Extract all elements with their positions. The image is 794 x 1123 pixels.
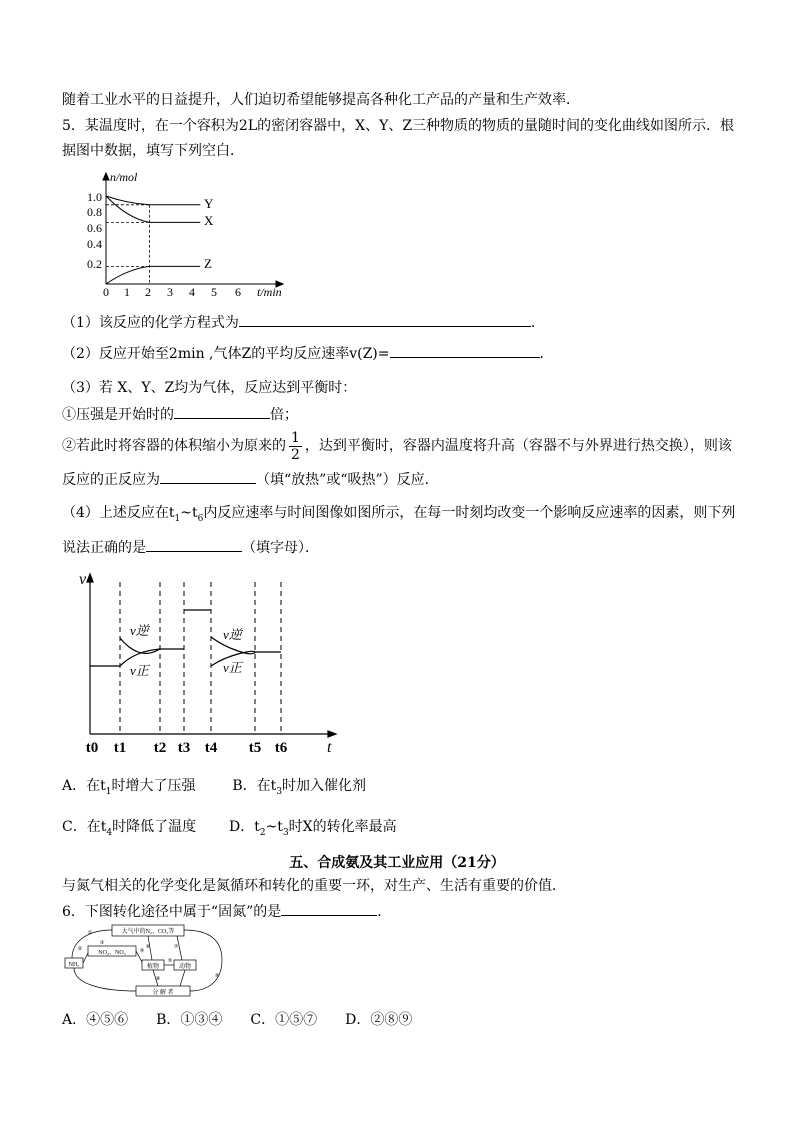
series-label-x: X (204, 213, 214, 228)
q5-part4-end: （填字母）． (242, 540, 319, 556)
q5-part3a (62, 404, 298, 425)
fraction-denominator: 2 (291, 446, 300, 463)
q5-stem-line2: 据图中数据，填写下列空白． (62, 143, 244, 159)
series-label-y: Y (204, 196, 214, 211)
intro-text: 随着工业水平的日益提升，人们迫切希望能够提高各种化工产品的产量和生产效率． (62, 92, 580, 108)
q5-part3: （3）若 X、Y、Z均为气体，反应达到平衡时： (62, 380, 357, 396)
q5-part4 (62, 503, 735, 529)
option-c: C．在t (62, 819, 107, 835)
subscript: 1 (105, 786, 112, 797)
svg-text:⑦: ⑦ (173, 945, 179, 950)
svg-text:③: ③ (99, 941, 105, 946)
chart1-xtick: 4 (189, 285, 195, 299)
option-d: D．t (228, 819, 260, 835)
chart2-xlabel: t (327, 739, 332, 756)
series-curve-z (106, 266, 149, 284)
chart1-xtick: 1 (124, 285, 130, 299)
cycle-animal-label: 动物 (178, 964, 192, 970)
q5-part4-line2 (62, 537, 319, 558)
fraction-numerator: 1 (291, 429, 300, 446)
chart1-xtick: 2 (145, 285, 151, 299)
q5-part3a-text: ①压强是开始时的 (62, 407, 174, 423)
q5-part1 (62, 312, 545, 333)
chart2-tick: t2 (153, 740, 167, 756)
q5-part4-text: 内反应速率与时间图像如图所示，在每一时刻均改变一个影响反应速率的因素，则下列 (203, 505, 736, 521)
q5-part1-end: ． (530, 315, 545, 331)
chart1-xtick: 0 (103, 285, 109, 299)
answer-blank-heat[interactable] (160, 469, 256, 484)
option-d: 时X的转化率最高 (288, 819, 397, 835)
chart2-tick: t5 (248, 740, 262, 756)
series-curve-y (106, 196, 149, 205)
q5-part4-text: （4）上述反应在t (62, 505, 175, 521)
svg-text:②: ② (77, 947, 83, 952)
q5-part3b-text: ②若此时将容器的体积缩小为原来的 (62, 438, 286, 454)
fraction-one-half (289, 430, 302, 463)
option-a: A．在t (62, 778, 106, 794)
option-c-row (62, 817, 397, 843)
q5-part3b-end: ，达到平衡时，容器内温度将升高（容器不与外界进行热交换），则该 (304, 438, 732, 454)
q6-options: A．④⑤⑥ B．①③④ C．①⑤⑦ D．②⑧⑨ (62, 1012, 413, 1028)
chart1-xlabel: t/min (257, 285, 282, 299)
answer-blank-equation[interactable] (239, 312, 531, 327)
reverse-rate-label-2: v逆 (223, 627, 242, 642)
series-label-z: Z (204, 256, 212, 271)
option-a: 时增大了压强 (111, 778, 196, 794)
answer-blank-fixation[interactable] (281, 901, 377, 916)
chart2-tick: t0 (85, 740, 99, 756)
chart2-tick: t3 (177, 740, 191, 756)
q5-part2-text: （2）反应开始至2min ,气体Z的平均反应速率v(Z)= (62, 346, 390, 362)
svg-text:⑨: ⑨ (214, 974, 220, 979)
q6-text: 6．下图转化途径中属于“固氮”的是 (62, 904, 282, 920)
cycle-plant-label: 植物 (146, 964, 160, 970)
svg-text:⑤: ⑤ (167, 959, 173, 964)
option-c: 时降低了温度 (112, 819, 197, 835)
svg-text:⑧: ⑧ (155, 977, 161, 982)
subscript: 3 (276, 786, 283, 797)
subscript: 3 (282, 827, 289, 838)
chart1-ytick: 0.8 (87, 205, 102, 219)
answer-blank-rate[interactable] (390, 343, 540, 358)
cycle-ammonia-label: NH₃ (68, 962, 80, 968)
reverse-rate-label: v逆 (130, 623, 149, 638)
forward-rate-label: v正 (130, 663, 149, 678)
q5-part1-text: （1）该反应的化学方程式为 (62, 315, 239, 331)
q5-part4-text: ~t (180, 505, 198, 521)
chart1-xtick: 3 (167, 285, 173, 299)
nitrogen-cycle-diagram (62, 922, 252, 1002)
rate-time-chart (78, 568, 348, 758)
chart1-xtick: 6 (235, 285, 241, 299)
option-b: B．在t (232, 778, 277, 794)
svg-text:④: ④ (139, 949, 145, 954)
q5-part2-end: ． (539, 346, 554, 362)
q5-part3c-end: （填“放热”或“吸热”）反应． (256, 472, 439, 488)
section-intro: 与氮气相关的化学变化是氮循环和转化的重要一环，对生产、生活有重要的价值． (62, 878, 566, 894)
subscript: 6 (197, 513, 204, 524)
chart2-ylabel: v (79, 571, 87, 588)
subscript: 1 (174, 513, 181, 524)
q5-part3b (62, 428, 732, 464)
q5-part4-text: 说法正确的是 (62, 540, 146, 556)
q6-stem (62, 901, 391, 922)
chart2-tick: t4 (204, 740, 218, 756)
chart1-ytick: 0.2 (87, 257, 102, 271)
option-d: ~t (265, 819, 283, 835)
chart2-tick: t6 (274, 740, 288, 756)
subscript: 2 (259, 827, 266, 838)
chart1-ytick: 1.0 (87, 190, 102, 204)
chart2-tick: t1 (113, 740, 127, 756)
q5-part2 (62, 343, 554, 364)
section-heading: 五、合成氨及其工业应用（21分） (289, 855, 505, 871)
option-b: 时加入催化剂 (282, 778, 367, 794)
chart1-ylabel: n/mol (110, 170, 138, 184)
q6-end: ． (377, 904, 392, 920)
cycle-decomposer-label: 分 解 者 (152, 990, 174, 996)
forward-rate-label-2: v正 (223, 660, 242, 675)
q5-part3c (62, 469, 439, 490)
answer-blank-choice[interactable] (146, 537, 242, 552)
q5-stem-line1: 5．某温度时，在一个容积为2L的密闭容器中，X、Y、Z三种物质的物质的量随时间的变化曲线如图所示．根 (62, 118, 735, 134)
svg-text:①: ① (87, 931, 93, 936)
svg-text:⑥: ⑥ (145, 945, 151, 950)
chart1-ytick: 0.6 (87, 221, 102, 235)
q5-part3a-end: 倍； (270, 407, 298, 423)
subscript: 4 (106, 827, 113, 838)
chart1-ytick: 0.4 (87, 237, 102, 251)
series-curve-x (106, 196, 149, 222)
option-a-row (62, 776, 366, 802)
amount-time-chart (80, 168, 320, 303)
cycle-nitrate-label: NO₂、NO₃ (98, 950, 126, 956)
answer-blank-pressure[interactable] (174, 404, 270, 419)
q5-part3c-text: 反应的正反应为 (62, 472, 160, 488)
cycle-atmosphere-label: 大气中的N₂、CO₂等 (121, 929, 175, 935)
chart1-xtick: 5 (211, 285, 217, 299)
